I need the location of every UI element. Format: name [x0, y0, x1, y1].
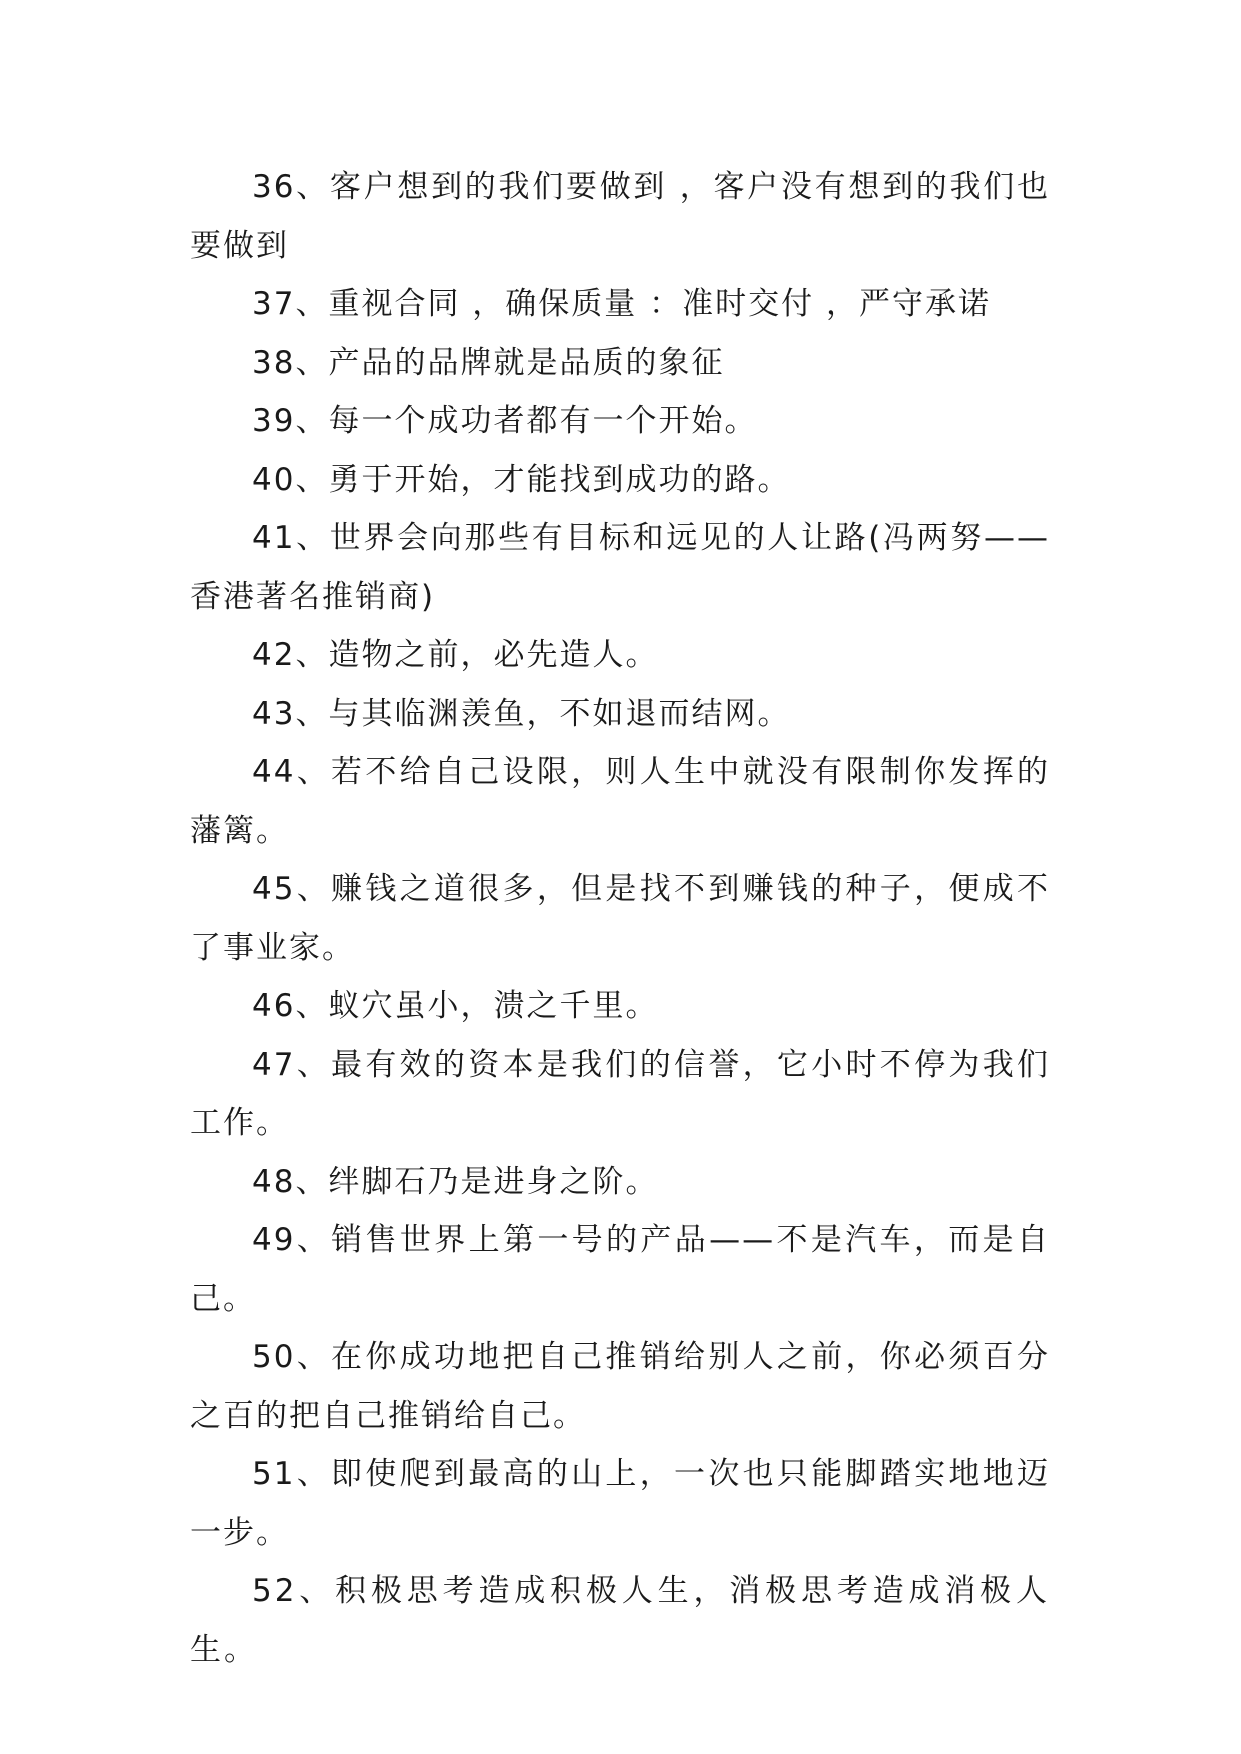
paragraph-51: 51、即使爬到最高的山上，一次也只能脚踏实地地迈一步。 — [190, 1456, 1050, 1551]
paragraph-49: 49、销售世界上第一号的产品——不是汽车，而是自己。 — [190, 1222, 1050, 1317]
paragraph-46: 46、蚁穴虽小，溃之千里。 — [252, 988, 659, 1024]
paragraph-40: 40、勇于开始，才能找到成功的路。 — [252, 461, 791, 498]
paragraph-41: 41、世界会向那些有目标和远见的人让路(冯两努——香港著名推销商) — [190, 520, 1050, 615]
paragraph-48: 48、绊脚石乃是进身之阶。 — [252, 1163, 659, 1200]
paragraph-39: 39、每一个成功者都有一个开始。 — [252, 403, 758, 439]
paragraph-47: 47、最有效的资本是我们的信誉，它小时不停为我们工作。 — [190, 1046, 1050, 1141]
paragraph-43: 43、与其临渊羡鱼，不如退而结网。 — [252, 695, 791, 732]
paragraph-44: 44、若不给自己设限，则人生中就没有限制你发挥的藩篱。 — [190, 754, 1050, 849]
paragraph-36: 36、客户想到的我们要做到 ，客户没有想到的我们也要做到 — [190, 169, 1050, 264]
document-body — [190, 158, 1050, 1679]
paragraph-37: 37、重视合同 ，确保质量 ：准时交付 ，严守承诺 — [252, 286, 992, 322]
paragraph-38: 38、产品的品牌就是品质的象征 — [252, 344, 725, 381]
paragraph-50: 50、在你成功地把自己推销给别人之前，你必须百分之百的把自己推销给自己。 — [190, 1339, 1050, 1434]
paragraph-42: 42、造物之前，必先造人。 — [252, 637, 659, 673]
paragraph-45: 45、赚钱之道很多，但是找不到赚钱的种子，便成不了事业家。 — [190, 871, 1050, 966]
paragraph-52: 52、积极思考造成积极人生，消极思考造成消极人生。 — [190, 1573, 1050, 1668]
